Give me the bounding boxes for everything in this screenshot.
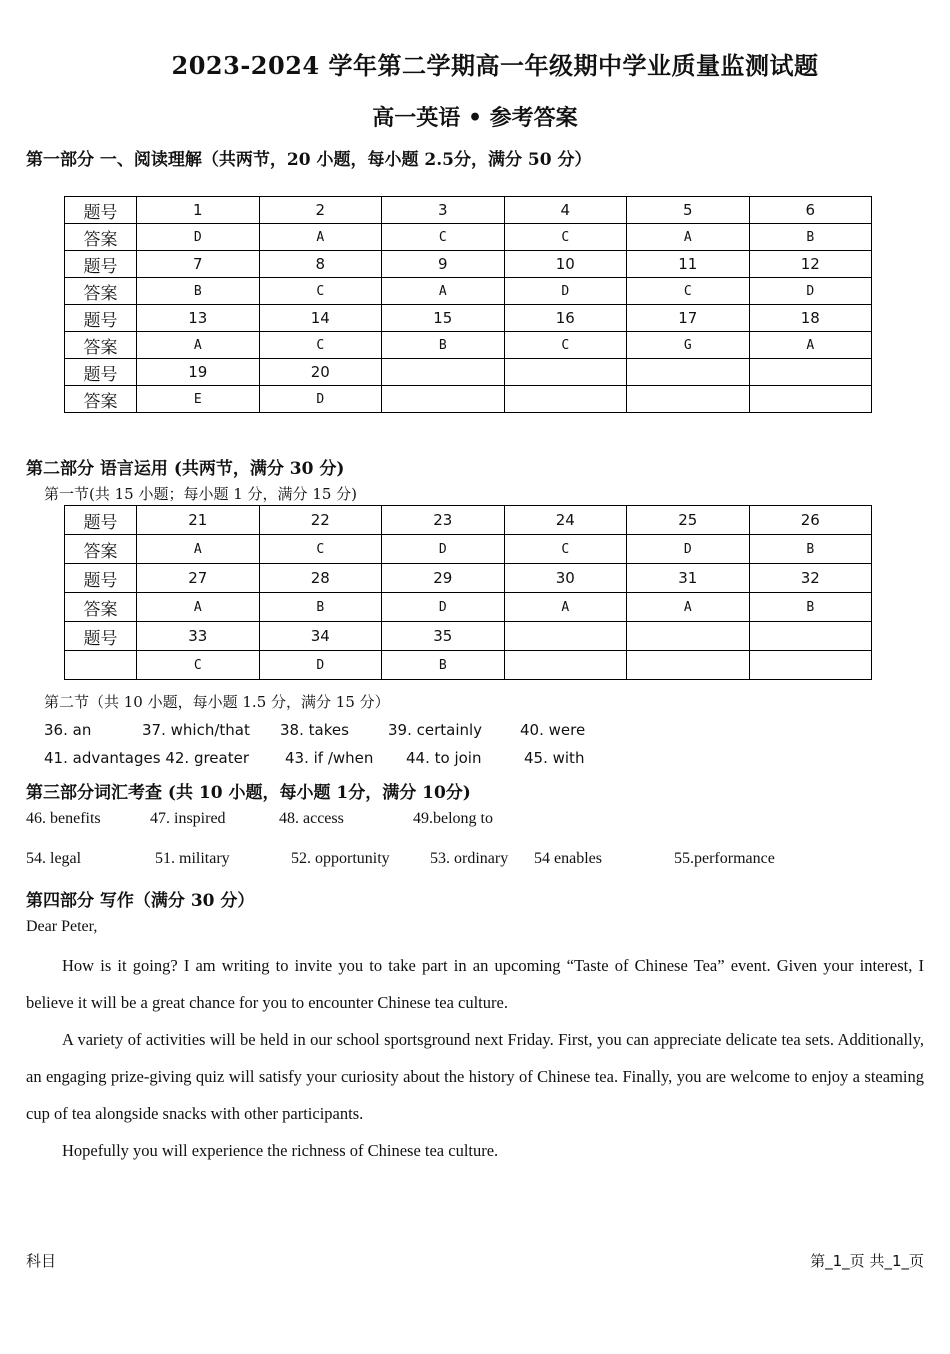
table-cell: A	[137, 593, 260, 622]
table-cell: C	[382, 224, 505, 251]
part1-heading: 第一部分 一、阅读理解（共两节，20 小题，每小题 2.5分，满分 50 分）	[26, 150, 592, 170]
table-cell: 21	[137, 506, 260, 535]
table-cell: 9	[382, 251, 505, 278]
table-cell	[749, 359, 872, 386]
answer-item: 40. were	[520, 721, 586, 739]
table-cell: 28	[259, 564, 382, 593]
table-cell: 3	[382, 197, 505, 224]
answer-item: 37. which/that	[142, 721, 250, 739]
footer-subject: 科目	[26, 1252, 57, 1270]
row-label-cell: 答案	[65, 278, 137, 305]
table-cell: 24	[504, 506, 627, 535]
table-cell: 34	[259, 622, 382, 651]
row-label-cell: 答案	[65, 332, 137, 359]
answer-item: 49.belong to	[413, 810, 493, 827]
table-row	[65, 386, 872, 413]
answer-item: 46. benefits	[26, 810, 101, 827]
table-cell	[627, 386, 750, 413]
table-cell: C	[504, 332, 627, 359]
table-cell: 15	[382, 305, 505, 332]
table-row	[65, 251, 872, 278]
row-label-cell: 题号	[65, 197, 137, 224]
table-cell	[504, 651, 627, 680]
footer-page-number: 第_1_页 共_1_页	[810, 1252, 924, 1270]
table-cell	[749, 651, 872, 680]
row-label-cell: 题号	[65, 359, 137, 386]
table-cell: A	[504, 593, 627, 622]
letter-paragraph: Hopefully you will experience the richness of Chinese tea culture.	[62, 1141, 499, 1160]
table-cell: 6	[749, 197, 872, 224]
table-cell: A	[749, 332, 872, 359]
answer-item: 43. if /when	[285, 749, 374, 767]
row-label-cell: 题号	[65, 506, 137, 535]
table-cell: B	[382, 651, 505, 680]
row-label-cell: 答案	[65, 386, 137, 413]
table-cell: 26	[749, 506, 872, 535]
row-label-cell: 答案	[65, 535, 137, 564]
answer-item: 48. access	[279, 810, 344, 827]
letter-greeting: Dear Peter,	[26, 918, 98, 935]
letter-paragraph: How is it going? I am writing to invite you to take part in an upcoming “Taste of Chinese Tea” event. Given your interest, I believe it will be a great chance for you to encounter Chinese tea culture.	[26, 956, 924, 1012]
answer-item: 36. an	[44, 721, 92, 739]
table-cell: 17	[627, 305, 750, 332]
table-cell	[382, 386, 505, 413]
table-cell: C	[137, 651, 260, 680]
table-row	[65, 278, 872, 305]
table-cell: 33	[137, 622, 260, 651]
table-row	[65, 593, 872, 622]
table-row	[65, 332, 872, 359]
answer-item: 39. certainly	[388, 721, 483, 739]
table-cell: 8	[259, 251, 382, 278]
row-label-cell: 题号	[65, 251, 137, 278]
answer-item: 44. to join	[406, 749, 482, 767]
table-cell: D	[382, 535, 505, 564]
part2-answer-table	[64, 505, 872, 680]
table-row	[65, 305, 872, 332]
table-row	[65, 535, 872, 564]
table-cell: 23	[382, 506, 505, 535]
table-cell: 14	[259, 305, 382, 332]
table-cell: 31	[627, 564, 750, 593]
letter-paragraph: A variety of activities will be held in our school sportsground next Friday. First, you can appreciate delicate tea sets. Additionally, an engaging prize-giving quiz will satisfy your curiosity about the history of Chinese tea. Finally, you are welcome to enjoy a steaming cup of tea alongside snacks with other participants.	[26, 1030, 924, 1123]
table-cell: D	[259, 651, 382, 680]
part4-heading: 第四部分 写作（满分 30 分）	[26, 891, 255, 911]
table-cell: A	[627, 593, 750, 622]
table-cell: C	[504, 224, 627, 251]
table-cell: B	[749, 535, 872, 564]
table-row	[65, 224, 872, 251]
table-cell: 30	[504, 564, 627, 593]
table-cell: D	[382, 593, 505, 622]
table-cell: 25	[627, 506, 750, 535]
table-cell: B	[749, 224, 872, 251]
answer-item: 41. advantages 42. greater	[44, 749, 249, 767]
table-row	[65, 359, 872, 386]
answer-item: 52. opportunity	[291, 850, 390, 867]
table-cell: 32	[749, 564, 872, 593]
answer-item: 47. inspired	[150, 810, 226, 827]
table-cell: 7	[137, 251, 260, 278]
table-cell	[749, 386, 872, 413]
document-title: 2023-2024 学年第二学期高一年级期中学业质量监测试题	[171, 51, 819, 80]
table-cell	[504, 359, 627, 386]
table-cell: D	[627, 535, 750, 564]
table-cell: A	[259, 224, 382, 251]
table-row	[65, 622, 872, 651]
row-label-cell: 题号	[65, 305, 137, 332]
table-cell	[749, 622, 872, 651]
table-row	[65, 651, 872, 680]
part1-answer-table	[64, 196, 872, 413]
table-cell: B	[137, 278, 260, 305]
table-cell: B	[382, 332, 505, 359]
table-cell: 4	[504, 197, 627, 224]
table-cell: G	[627, 332, 750, 359]
table-row	[65, 197, 872, 224]
table-cell: D	[259, 386, 382, 413]
table-cell	[627, 651, 750, 680]
table-cell: D	[137, 224, 260, 251]
table-cell: 35	[382, 622, 505, 651]
table-cell: 11	[627, 251, 750, 278]
part2-section2-heading: 第二节（共 10 小题，每小题 1.5 分，满分 15 分）	[44, 693, 390, 711]
table-cell: D	[504, 278, 627, 305]
table-cell	[504, 386, 627, 413]
letter-body	[26, 947, 924, 1169]
table-cell	[504, 622, 627, 651]
table-cell: 27	[137, 564, 260, 593]
table-cell: C	[259, 535, 382, 564]
answer-item: 54 enables	[534, 850, 602, 867]
table-cell: B	[259, 593, 382, 622]
answer-item: 54. legal	[26, 850, 82, 867]
answer-item: 53. ordinary	[430, 850, 509, 867]
table-row	[65, 506, 872, 535]
table-cell: E	[137, 386, 260, 413]
table-cell: 18	[749, 305, 872, 332]
table-cell: 16	[504, 305, 627, 332]
table-cell: A	[382, 278, 505, 305]
table-cell: A	[627, 224, 750, 251]
part2-heading: 第二部分 语言运用 (共两节，满分 30 分)	[26, 459, 345, 479]
table-cell: 10	[504, 251, 627, 278]
table-cell: 19	[137, 359, 260, 386]
row-label-cell: 题号	[65, 564, 137, 593]
part2-section1-heading: 第一节(共 15 小题；每小题 1 分，满分 15 分)	[44, 485, 358, 503]
table-cell: C	[259, 278, 382, 305]
document-subtitle: 高一英语 • 参考答案	[372, 105, 578, 131]
table-cell: 29	[382, 564, 505, 593]
answer-item: 38. takes	[280, 721, 349, 739]
table-cell: 5	[627, 197, 750, 224]
table-cell: 13	[137, 305, 260, 332]
table-cell	[627, 622, 750, 651]
answer-item: 51. military	[155, 850, 230, 867]
table-cell: 22	[259, 506, 382, 535]
table-cell	[382, 359, 505, 386]
table-cell: B	[749, 593, 872, 622]
row-label-cell	[65, 651, 137, 680]
table-cell: A	[137, 535, 260, 564]
table-cell: C	[504, 535, 627, 564]
table-row	[65, 564, 872, 593]
answer-item: 45. with	[524, 749, 585, 767]
part3-heading: 第三部分词汇考查 (共 10 小题，每小题 1分，满分 10分)	[26, 783, 471, 803]
table-cell: 20	[259, 359, 382, 386]
table-cell: 2	[259, 197, 382, 224]
row-label-cell: 答案	[65, 593, 137, 622]
table-cell: 1	[137, 197, 260, 224]
table-cell: 12	[749, 251, 872, 278]
table-cell: D	[749, 278, 872, 305]
row-label-cell: 答案	[65, 224, 137, 251]
answer-item: 55.performance	[674, 850, 775, 867]
table-cell: C	[259, 332, 382, 359]
table-cell: A	[137, 332, 260, 359]
row-label-cell: 题号	[65, 622, 137, 651]
table-cell: C	[627, 278, 750, 305]
table-cell	[627, 359, 750, 386]
